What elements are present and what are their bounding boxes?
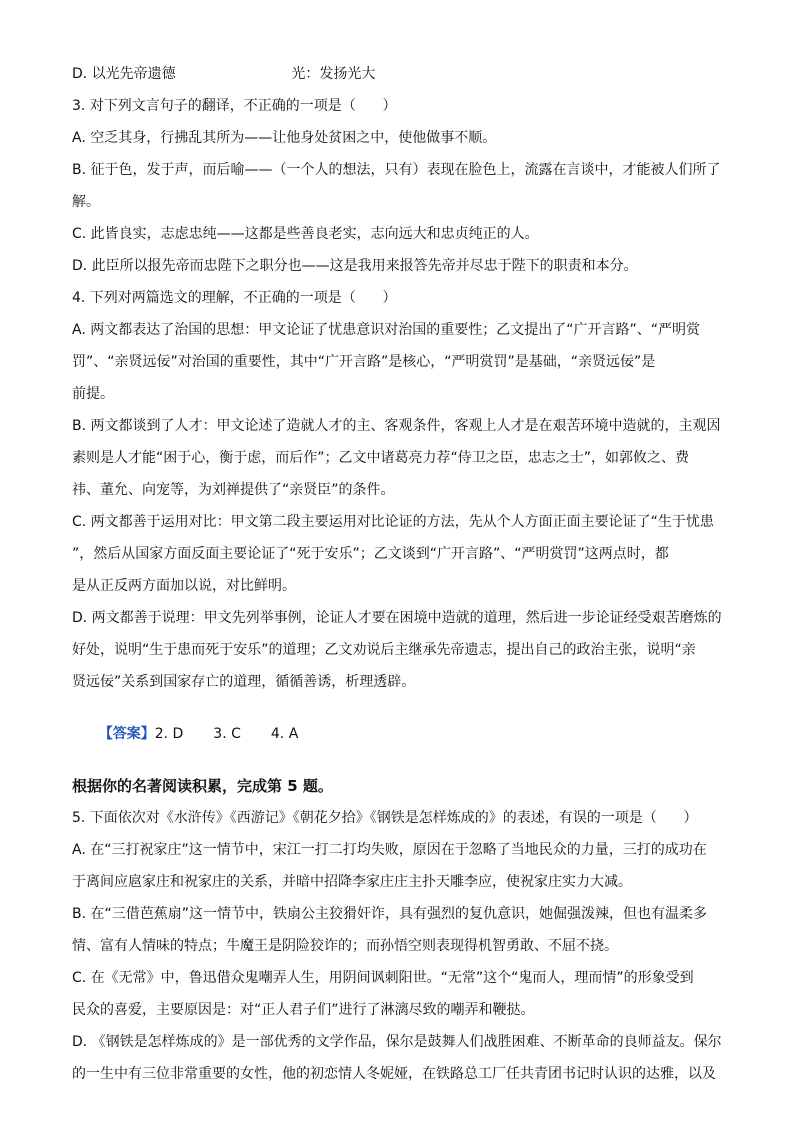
section-title: 根据你的名著阅读积累，完成第 5 题。 — [72, 777, 333, 795]
question-5-option-b: B. 在“三借芭蕉扇”这一情节中，铁扇公主狡猾奸诈，具有强烈的复仇意识，她倔强泼辣，但也有温柔多 — [72, 906, 708, 922]
question-4-option-b-cont: 素则是人才能“困于心，衡于虑，而后作”；乙文中诸葛亮力荐“侍卫之臣，忠志之士”，如郭攸之、费 — [72, 450, 690, 466]
question-4-option-a-cont: 罚”、“亲贤远佞”对治国的重要性，其中“广开言路”是核心，“严明赏罚”是基础，“亲贤远佞”是 — [72, 354, 656, 370]
question-3-option-c: C. 此皆良实，志虑忠纯——这都是些善良老实，志向远大和忠贞纯正的人。 — [72, 226, 539, 242]
question-5-option-b-cont: 情、富有人情味的特点；牛魔王是阴险狡诈的；而孙悟空则表现得机智勇敢、不屈不挠。 — [72, 938, 618, 954]
question-5-option-d: D. 《钢铁是怎样炼成的》是一部优秀的文学作品，保尔是鼓舞人们战胜困难、不断革命的良师益友。保尔 — [72, 1034, 722, 1050]
question-4-option-b-cont: 祎、董允、向宠等，为刘禅提供了“亲贤臣”的条件。 — [72, 482, 395, 498]
question-4-option-d: D. 两文都善于说理：甲文先列举事例，论证人才要在困境中造就的道理，然后进一步论证经受艰苦磨炼的 — [72, 610, 722, 626]
answer-item: 3. C — [213, 726, 241, 742]
question-3-option-d: D. 此臣所以报先帝而忠陛下之职分也——这是我用来报答先帝并尽忠于陛下的职责和本分。 — [72, 258, 638, 274]
question-3-option-b-cont: 解。 — [72, 194, 100, 210]
answer-label: 【答案】 — [98, 726, 155, 742]
question-5-stem: 5. 下面依次对《水浒传》《西游记》《朝花夕拾》《钢铁是怎样炼成的》的表述，有误的一项是（ ） — [72, 810, 698, 826]
question-4-stem: 4. 下列对两篇选文的理解，不正确的一项是（ ） — [72, 290, 397, 306]
question-5-option-a: A. 在“三打祝家庄”这一情节中，宋江一打二打均失败，原因在于忽略了当地民众的力量，三打的成功在 — [72, 842, 707, 858]
answer-item: 2. D — [154, 726, 184, 742]
question-4-option-a: A. 两文都表达了治国的思想：甲文论证了忧患意识对治国的重要性；乙文提出了“广开言路”、“严明赏 — [72, 322, 700, 338]
question-5-option-c-cont: 民众的喜爱，主要原因是：对“正人君子们”进行了淋漓尽致的嘲弄和鞭挞。 — [72, 1002, 535, 1018]
question-3-option-b: B. 征于色，发于声，而后喻——（一个人的想法，只有）表现在脸色上，流露在言谈中，才能被人们所了 — [72, 162, 721, 178]
question-5-option-c: C. 在《无常》中，鲁迅借众鬼嘲弄人生，用阴间讽刺阳世。“无常”这个“鬼而人，理而情”的形象受到 — [72, 970, 694, 986]
answer-item: 4. A — [270, 726, 299, 742]
option-d-q2: D. 以光先帝遗德 光：发扬光大 — [72, 66, 376, 82]
question-4-option-a-cont: 前提。 — [72, 386, 114, 402]
question-4-option-d-cont: 好处，说明“生于患而死于安乐”的道理；乙文劝说后主继承先帝遗志，提出自己的政治主张，说明“亲 — [72, 642, 696, 658]
question-3-option-a: A. 空乏其身，行拂乱其所为——让他身处贫困之中，使他做事不顺。 — [72, 130, 497, 146]
question-4-option-c-cont: ”，然后从国家方面反面主要论证了“死于安乐”；乙文谈到“广开言路”、“严明赏罚”这两点时，都 — [72, 546, 669, 562]
question-4-option-c-cont: 是从正反两方面加以说，对比鲜明。 — [72, 578, 296, 594]
question-4-option-c: C. 两文都善于运用对比：甲文第二段主要运用对比论证的方法，先从个人方面正面主要论证了“生于忧患 — [72, 514, 714, 530]
answer-line — [72, 704, 724, 764]
question-4-option-b: B. 两文都谈到了人才：甲文论述了造就人才的主、客观条件，客观上人才是在艰苦环境中造就的，主观因 — [72, 418, 721, 434]
question-5-option-d-cont: 的一生中有三位非常重要的女性，他的初恋情人冬妮娅，在铁路总工厂任共青团书记时认识的达雅，以及 — [72, 1066, 716, 1082]
question-5-option-a-cont: 于离间应扈家庄和祝家庄的关系，并暗中招降李家庄庄主扑天雕李应，使祝家庄实力大减。 — [72, 874, 632, 890]
document-content — [72, 64, 724, 1084]
question-3-stem: 3. 对下列文言句子的翻译，不正确的一项是（ ） — [72, 98, 397, 114]
question-4-option-d-cont: 贤远佞”关系到国家存亡的道理，循循善诱，析理透辟。 — [72, 674, 416, 690]
